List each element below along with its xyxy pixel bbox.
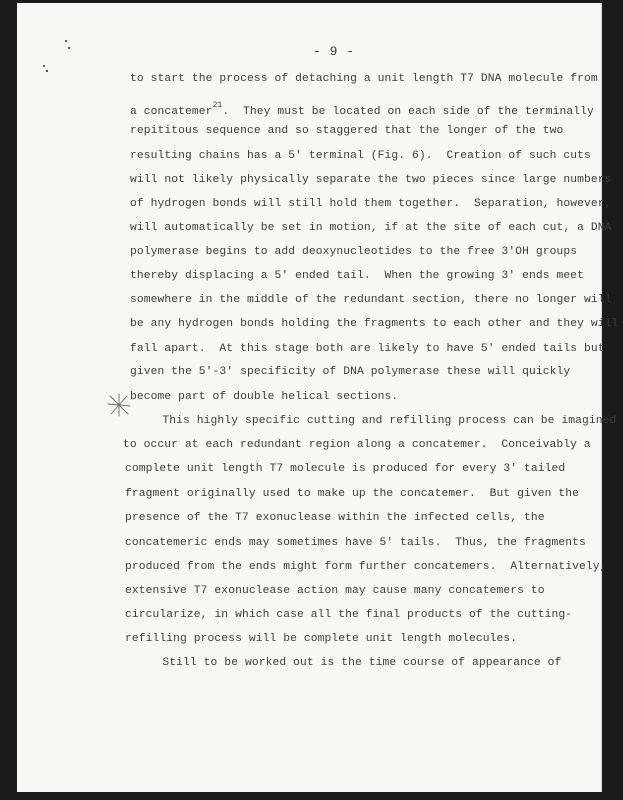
text-line: thereby displacing a 5' ended tail. When the growing 3' ends meet — [130, 270, 585, 282]
text-line: become part of double helical sections. — [130, 391, 399, 403]
text-line: fall apart. At this stage both are likely to have 5' ended tails but — [130, 343, 605, 355]
page-number: - 9 - — [313, 44, 355, 59]
text-line: to occur at each redundant region along a concatemer. Conceivably a — [123, 439, 591, 451]
text-line: This highly specific cutting and refilling process can be imagined — [128, 415, 617, 427]
text-line: circularize, in which case all the final products of the cutting- — [125, 609, 573, 621]
text-line: refilling process will be complete unit length molecules. — [125, 633, 518, 645]
text-line: to start the process of detaching a unit length T7 DNA molecule from — [130, 73, 598, 85]
text-line: will automatically be set in motion, if at the site of each cut, a DNA — [130, 222, 612, 234]
page-speck — [68, 47, 70, 49]
text-line: complete unit length T7 molecule is produced for every 3' tailed — [125, 463, 566, 475]
page-speck — [65, 40, 67, 42]
text-line: somewhere in the middle of the redundant section, there no longer will — [130, 294, 612, 306]
text-line: of hydrogen bonds will still hold them together. Separation, however, — [130, 198, 612, 210]
text-line: resulting chains has a 5' terminal (Fig. 6). Creation of such cuts — [130, 150, 591, 162]
text-line: extensive T7 exonuclease action may cause many concatemers to — [125, 585, 545, 597]
text-line: produced from the ends might form further concatemers. Alternatively, — [125, 561, 607, 573]
text-line: given the 5'-3' specificity of DNA polymerase these will quickly — [130, 366, 571, 378]
text-line: be any hydrogen bonds holding the fragments to each other and they will — [130, 318, 619, 330]
document-page — [17, 3, 619, 792]
text-line: Still to be worked out is the time course of appearance of — [128, 657, 562, 669]
text-line: repititous sequence and so staggered that the longer of the two — [130, 125, 564, 137]
page-speck — [46, 70, 48, 72]
text-run: a concatemer — [130, 106, 213, 118]
text-line: will not likely physically separate the two pieces since large numbers — [130, 174, 612, 186]
text-line: presence of the T7 exonuclease within the infected cells, the — [125, 512, 545, 524]
page-speck — [43, 65, 45, 67]
text-line: concatemeric ends may sometimes have 5' tails. Thus, the fragments — [125, 537, 586, 549]
text-line: polymerase begins to add deoxynucleotides to the free 3'OH groups — [130, 246, 578, 258]
text-run: . They must be located on each side of the terminally — [222, 106, 594, 118]
footnote-reference: 21 — [212, 101, 223, 110]
text-line: fragment originally used to make up the concatemer. But given the — [125, 488, 580, 500]
text-line — [130, 101, 594, 118]
